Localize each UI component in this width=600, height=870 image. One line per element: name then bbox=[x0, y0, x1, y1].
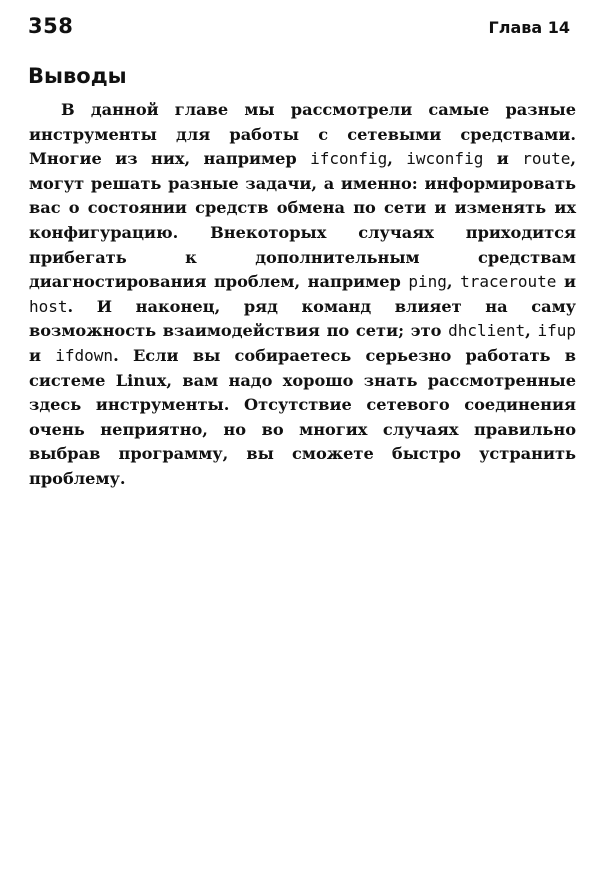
text-run: , bbox=[387, 149, 407, 169]
command-route: route bbox=[522, 149, 571, 169]
chapter-label: Глава 14 bbox=[488, 18, 570, 37]
command-iwconfig: iwconfig bbox=[406, 149, 484, 169]
command-ifdown: ifdown bbox=[55, 345, 114, 365]
text-run: . И наконец, ряд команд влияет на саму возможность взаимодействия по сети; это bbox=[29, 296, 576, 341]
command-ifconfig: ifconfig bbox=[310, 149, 388, 169]
body-paragraph bbox=[29, 98, 576, 492]
text-run: и bbox=[483, 149, 523, 169]
text-run: В данной главе мы рассмотрели самые разные инструменты для работы с сетевыми средствами. Многие из них, например bbox=[29, 100, 576, 169]
command-ifup: ifup bbox=[537, 321, 576, 341]
page-number: 358 bbox=[28, 14, 74, 38]
text-run: и bbox=[29, 345, 56, 365]
text-run: , могут решать разные задачи, а именно: информировать вас о состоянии средств обмена по сети и изменять их конфигурацию. Внекоторых случаях приходится прибегать к дополнительным средствам диагностирования проблем, например bbox=[29, 149, 576, 292]
page-header bbox=[28, 14, 570, 42]
section-title: Выводы bbox=[28, 64, 127, 88]
command-ping: ping bbox=[408, 272, 447, 292]
text-run: и bbox=[556, 272, 576, 292]
command-host: host bbox=[29, 296, 68, 316]
command-dhclient: dhclient bbox=[448, 321, 526, 341]
text-run: . Если вы собираетесь серьезно работать в системе Linux, вам надо хорошо знать рассмотренные здесь инструменты. Отсутствие сетевого соединения очень неприятно, но во многих случаях правильно выбрав программу, вы сможете быстро устранить проблему. bbox=[29, 345, 576, 488]
text-run: , bbox=[446, 272, 461, 292]
command-traceroute: traceroute bbox=[460, 272, 557, 292]
text-run: , bbox=[525, 321, 538, 341]
